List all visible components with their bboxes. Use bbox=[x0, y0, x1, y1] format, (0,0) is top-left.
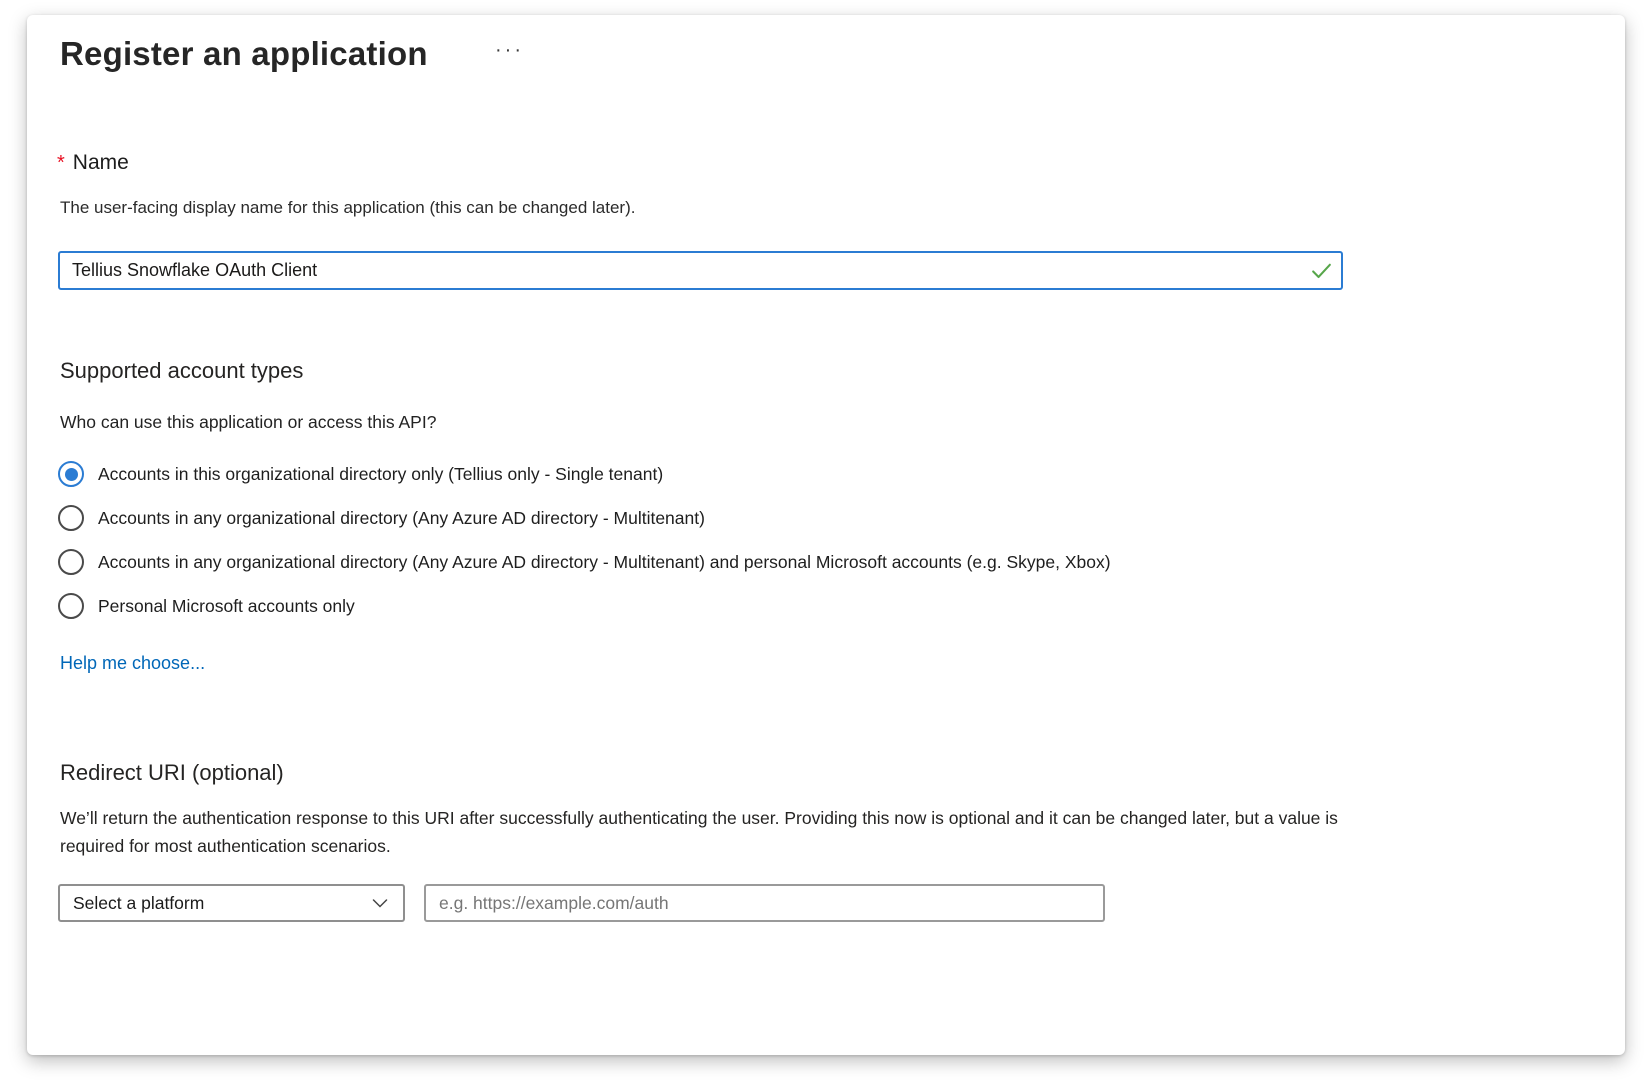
radio-label: Accounts in any organizational directory (Any Azure AD directory - Multitenant) and personal Microsoft accounts (e.g. Skype, Xbox) bbox=[98, 551, 1111, 572]
radio-button-icon bbox=[58, 505, 84, 531]
page-title: Register an application bbox=[60, 35, 428, 72]
supported-account-types-heading: Supported account types bbox=[60, 358, 304, 383]
radio-label: Accounts in any organizational directory (Any Azure AD directory - Multitenant) bbox=[98, 507, 705, 528]
platform-select[interactable] bbox=[58, 884, 405, 922]
radio-personal-only[interactable] bbox=[58, 592, 355, 620]
radio-button-icon bbox=[58, 461, 84, 487]
radio-multitenant[interactable] bbox=[58, 504, 705, 532]
chevron-down-icon bbox=[370, 893, 390, 913]
redirect-uri-input[interactable] bbox=[424, 884, 1105, 922]
name-input-wrapper bbox=[58, 251, 1343, 290]
name-label-text: Name bbox=[72, 151, 129, 174]
name-input[interactable] bbox=[58, 251, 1343, 290]
register-application-panel bbox=[27, 15, 1625, 1055]
radio-label: Personal Microsoft accounts only bbox=[98, 595, 355, 616]
radio-button-icon bbox=[58, 593, 84, 619]
name-field-label bbox=[57, 151, 129, 175]
account-types-question: Who can use this application or access this API? bbox=[60, 412, 437, 432]
radio-button-icon bbox=[58, 549, 84, 575]
required-asterisk: * bbox=[57, 152, 65, 174]
radio-label: Accounts in this organizational directory only (Tellius only - Single tenant) bbox=[98, 463, 664, 484]
radio-single-tenant[interactable] bbox=[58, 460, 663, 488]
radio-multitenant-personal[interactable] bbox=[58, 548, 1111, 576]
redirect-uri-description: We’ll return the authentication response to this URI after successfully authenticating the user. Providing this now is optional and it can be changed later, but a value is required for most authentication scenarios. bbox=[60, 808, 1338, 856]
help-me-choose-link[interactable]: Help me choose... bbox=[60, 653, 206, 673]
platform-select-value: Select a platform bbox=[73, 892, 205, 913]
more-options-icon[interactable]: ··· bbox=[495, 39, 524, 61]
name-field-description: The user-facing display name for this application (this can be changed later). bbox=[60, 198, 636, 217]
redirect-uri-heading: Redirect URI (optional) bbox=[60, 760, 284, 785]
